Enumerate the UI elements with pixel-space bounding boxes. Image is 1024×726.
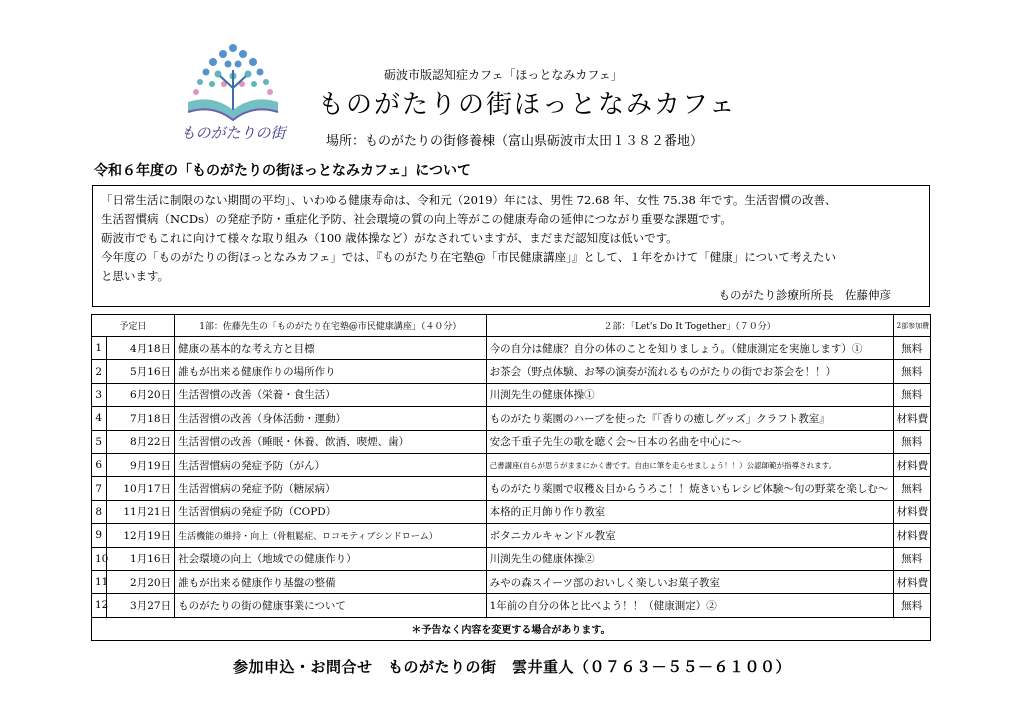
table-header-row	[92, 315, 931, 337]
contact-footer: 参加申込・お問合せ ものがたりの街 雲井重人（０７６３－５５－６１００）	[232, 658, 791, 676]
header-part2: ２部：「Let's Do It Together」（７０分）	[486, 315, 893, 337]
row-number: 3	[92, 383, 107, 406]
row-part1: 生活習慣病の発症予防（COPD）	[175, 500, 487, 523]
schedule-table	[91, 314, 931, 641]
row-fee: 無料	[893, 337, 930, 360]
row-part2: みやの森スイーツ部のおいしく楽しいお菓子教室	[486, 570, 893, 593]
row-number: 7	[92, 477, 107, 500]
row-date: 7月18日	[106, 407, 175, 430]
table-row	[92, 594, 931, 617]
row-fee: 材料費	[893, 570, 930, 593]
row-date: 2月20日	[106, 570, 175, 593]
row-fee: 無料	[893, 360, 930, 383]
row-date: 5月16日	[106, 360, 175, 383]
row-fee: 材料費	[893, 453, 930, 476]
row-part1: 生活習慣の改善（栄養・食生活）	[175, 383, 487, 406]
header-fee: 2部参加費	[893, 315, 930, 337]
intro-line: と思います。	[101, 269, 170, 283]
row-part2: 川渕先生の健康体操②	[486, 547, 893, 570]
row-fee: 材料費	[893, 407, 930, 430]
section-title: 令和６年度の「ものがたりの街ほっとなみカフェ」について	[94, 163, 472, 179]
row-part1: 生活機能の維持・向上（骨粗鬆症、ロコモティブシンドローム）	[175, 524, 487, 547]
logo	[168, 40, 298, 150]
row-number: 1	[92, 337, 107, 360]
intro-line: 生活習慣病（NCDs）の発症予防・重症化予防、社会環境の質の向上等がこの健康寿命の延伸につながり重要な課題です。	[101, 212, 732, 226]
row-date: 1月16日	[106, 547, 175, 570]
row-part2: ものがたり薬園のハーブを使った『「香りの癒しグッズ」クラフト教室』	[486, 407, 893, 430]
table-row	[92, 524, 931, 547]
row-date: 6月20日	[106, 383, 175, 406]
row-part2: お茶会（野点体験、お琴の演奏が流れるものがたりの街でお茶会を！！）	[486, 360, 893, 383]
row-number: 8	[92, 500, 107, 523]
intro-box	[92, 185, 930, 307]
row-part1: 社会環境の向上（地域での健康作り）	[175, 547, 487, 570]
row-fee: 材料費	[893, 524, 930, 547]
intro-line: 「日常生活に制限のない期間の平均」、いわゆる健康寿命は、令和元（2019）年には、男性 72.68 年、女性 75.38 年です。生活習慣の改善、	[101, 193, 837, 207]
intro-line: 今年度の「ものがたりの街ほっとなみカフェ」では、『ものがたり在宅塾@「市民健康講座」』として、１年をかけて「健康」について考えたい	[101, 250, 836, 264]
table-row	[92, 407, 931, 430]
row-fee: 無料	[893, 477, 930, 500]
venue: 場所：ものがたりの街修養棟（富山県砺波市太田１３８２番地）	[326, 134, 704, 149]
table-row	[92, 453, 931, 476]
row-part1: 健康の基本的な考え方と目標	[175, 337, 487, 360]
table-row	[92, 337, 931, 360]
row-part1: ものがたりの街の健康事業について	[175, 594, 487, 617]
row-number: 10	[92, 547, 107, 570]
row-fee: 無料	[893, 430, 930, 453]
row-number: 6	[92, 453, 107, 476]
row-part2: 川渕先生の健康体操①	[486, 383, 893, 406]
notice: ＊予告なく内容を変更する場合があります。	[92, 617, 931, 640]
table-row	[92, 360, 931, 383]
table-row	[92, 430, 931, 453]
row-date: 11月21日	[106, 500, 175, 523]
row-number: 11	[92, 570, 107, 593]
table-row	[92, 547, 931, 570]
row-part1: 生活習慣病の発症予防（がん）	[175, 453, 487, 476]
row-date: 9月19日	[106, 453, 175, 476]
table-row	[92, 500, 931, 523]
row-date: 8月22日	[106, 430, 175, 453]
row-part1: 誰もが出来る健康作り基盤の整備	[175, 570, 487, 593]
row-part1: 生活習慣の改善（身体活動・運動）	[175, 407, 487, 430]
row-number: 9	[92, 524, 107, 547]
header-part1: 1部：佐藤先生の「ものがたり在宅塾@市民健康講座」（４０分）	[175, 315, 487, 337]
row-fee: 無料	[893, 594, 930, 617]
table-row	[92, 383, 931, 406]
subtitle: 砺波市版認知症カフェ「ほっとなみカフェ」	[384, 68, 623, 82]
row-part1: 生活習慣の改善（睡眠・休養、飲酒、喫煙、歯）	[175, 430, 487, 453]
row-date: 10月17日	[106, 477, 175, 500]
logo-text: ものがたりの街	[180, 124, 286, 142]
row-fee: 無料	[893, 383, 930, 406]
row-part2: 本格的正月飾り作り教室	[486, 500, 893, 523]
row-part2: 1年前の自分の体と比べよう！！（健康測定）②	[486, 594, 893, 617]
row-part2: 今の自分は健康？自分の体のことを知りましょう。（健康測定を実施します）①	[486, 337, 893, 360]
row-number: 2	[92, 360, 107, 383]
row-number: 4	[92, 407, 107, 430]
row-part2: ボタニカルキャンドル教室	[486, 524, 893, 547]
row-fee: 材料費	[893, 500, 930, 523]
row-part1: 生活習慣病の発症予防（糖尿病）	[175, 477, 487, 500]
row-part2: 安念千重子先生の歌を聴く会～日本の名曲を中心に～	[486, 430, 893, 453]
table-row	[92, 477, 931, 500]
row-part1: 誰もが出来る健康作りの場所作り	[175, 360, 487, 383]
row-date: 12月19日	[106, 524, 175, 547]
row-part2: ものがたり薬園で収穫＆目からうろこ！！焼きいもレシピ体験～旬の野菜を楽しむ～	[486, 477, 893, 500]
header-date: 予定日	[92, 315, 175, 337]
table-row	[92, 570, 931, 593]
notice-row	[92, 617, 931, 640]
intro-line: 砺波市でもこれに向けて様々な取り組み（100 歳体操など）がなされていますが、まだまだ認知度は低いです。	[101, 231, 678, 245]
row-date: 3月27日	[106, 594, 175, 617]
row-date: 4月18日	[106, 337, 175, 360]
row-part2: 己書講座(自らが思うがままにかく書です。自由に筆を走らせましょう！！）公認師範が指導されます。	[486, 453, 893, 476]
row-number: 5	[92, 430, 107, 453]
row-number: 12	[92, 594, 107, 617]
row-fee: 無料	[893, 547, 930, 570]
signature: ものがたり診療所所長 佐藤伸彦	[718, 288, 891, 302]
page-title: ものがたりの街ほっとなみカフェ	[318, 90, 737, 120]
